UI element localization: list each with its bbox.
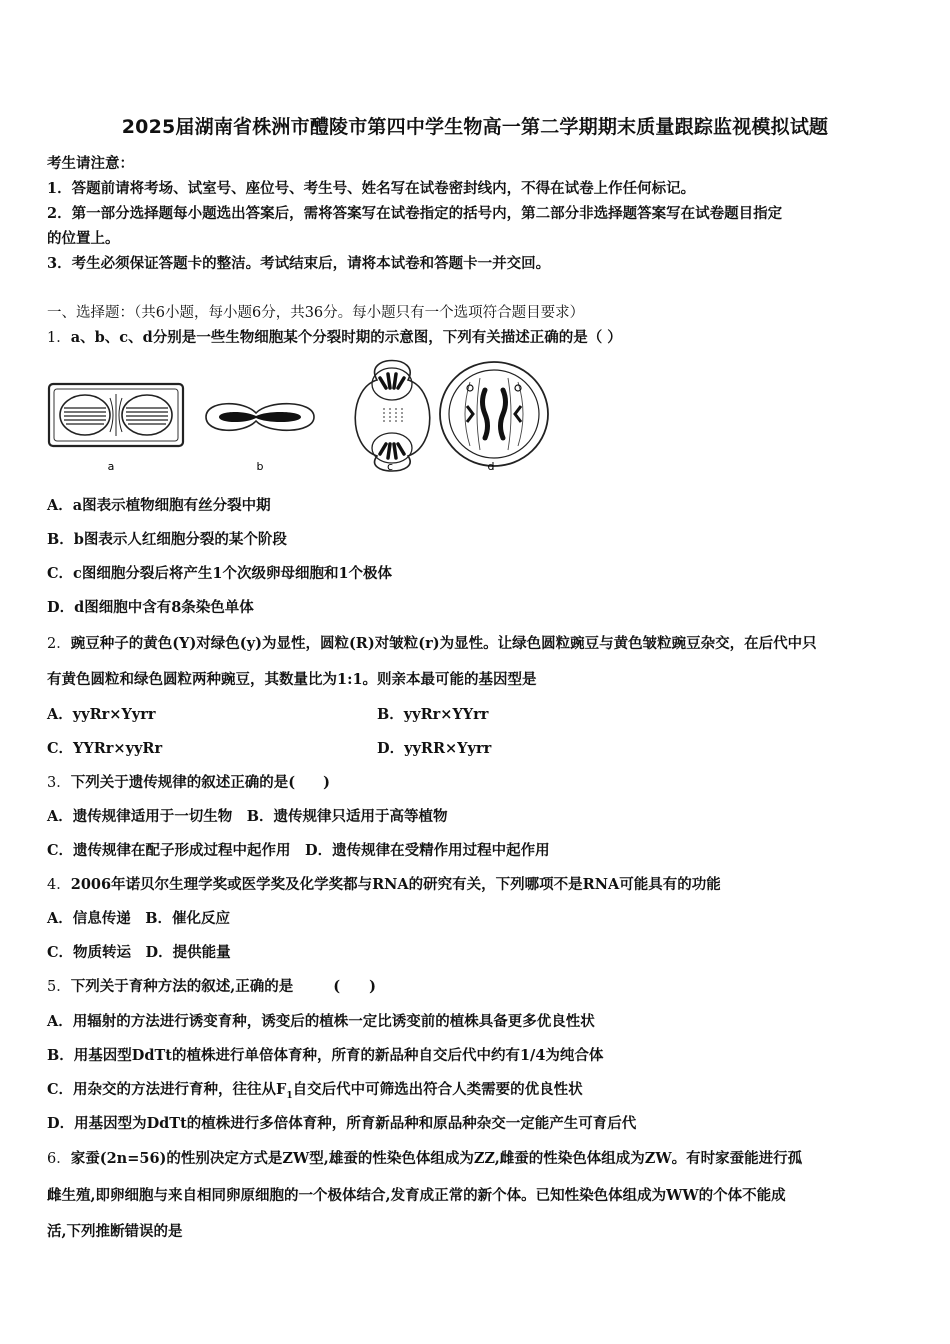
question-number: 5． [47,979,71,995]
figure-label-b: b [256,460,264,473]
question-6-stem-cont: 雌生殖,即卵细胞与来自相同卵原细胞的一个极体结合,发育成正常的新个体。已知性染色体组成为WW的个体不能成 [47,1187,786,1204]
q5-option-a: A．用辐射的方法进行诱变育种，诱变后的植株一定比诱变前的植株具备更多优良性状 [47,1013,595,1030]
question-3-stem [47,771,330,792]
q3-options-ab: A．遗传规律适用于一切生物 B．遗传规律只适用于高等植物 [47,808,448,825]
q2-option-a: A．yyRr×Yyrr [47,706,156,723]
q5-option-b: B．用基因型DdTt的植株进行单倍体育种，所育的新品种自交后代中约有1/4为纯合体 [47,1047,604,1064]
question-1-stem [47,326,622,347]
q3-options-cd: C．遗传规律在配子形成过程中起作用 D．遗传规律在受精作用过程中起作用 [47,842,550,859]
notice-item-2-cont: 的位置上。 [47,230,120,247]
section-heading: 一、选择题：（共6小题，每小题6分，共36分。每小题只有一个选项符合题目要求） [47,305,585,321]
q5-option-c-text: C．用杂交的方法进行育种，往往从F [47,1081,287,1098]
q2-option-b: B．yyRr×YYrr [377,706,489,723]
figure-a-plant-cell [49,384,183,446]
figure-label-c: c [386,460,394,473]
question-text: 2006年诺贝尔生理学奖或医学奖及化学奖都与RNA的研究有关，下列哪项不是RNA可能具有的功能 [70,876,721,893]
q5-option-c-text-cont: 自交后代中可筛选出符合人类需要的优良性状 [292,1081,583,1098]
figure-c-oocyte [355,361,430,472]
question-text: 豌豆种子的黄色(Y)对绿色(y)为显性，圆粒(R)对皱粒(r)为显性。让绿色圆粒豌豆与黄色皱粒豌豆杂交，在后代中只 [70,635,817,652]
question-text: 下列关于遗传规律的叙述正确的是( [70,774,296,791]
page-title: 2025届湖南省株洲市醴陵市第四中学生物高一第二学期期末质量跟踪监视模拟试题 [121,116,829,138]
q1-option-a: A．a图表示植物细胞有丝分裂中期 [47,497,271,514]
question-number: 2． [47,636,71,652]
q1-option-d: D．d图细胞中含有8条染色单体 [47,599,254,616]
figure-b-cell [206,404,314,431]
q5-option-c [47,1078,583,1101]
q2-option-d: D．yyRR×Yyrr [377,740,492,757]
question-number: 3． [47,775,71,791]
figure-label-d: d [487,460,495,473]
question-paren: ( ) [333,978,377,995]
q4-options-cd: C．物质转运 D．提供能量 [47,944,231,961]
question-text: 下列关于育种方法的叙述,正确的是 [70,978,294,995]
question-text: a、b、c、d分别是一些生物细胞某个分裂时期的示意图，下列有关描述正确的是（ ） [70,329,622,346]
q1-option-c: C．c图细胞分裂后将产生1个次级卵母细胞和1个极体 [47,565,393,582]
question-2-stem-cont: 有黄色圆粒和绿色圆粒两种豌豆，其数量比为1:1。则亲本最可能的基因型是 [47,671,537,688]
figure-label-a: a [107,460,115,473]
question-text: 家蚕(2n=56)的性别决定方式是ZW型,雄蚕的性染色体组成为ZZ,雌蚕的性染色体组成为ZW。有时家蚕能进行孤 [70,1150,803,1167]
q4-options-ab: A．信息传递 B．催化反应 [47,910,231,927]
figure-d-cell [440,362,548,466]
question-2-stem [47,632,817,653]
notice-heading: 考生请注意： [47,155,134,172]
cell-division-figure [44,358,564,476]
q1-option-b: B．b图表示人红细胞分裂的某个阶段 [47,531,287,548]
subscript: 1 [286,1090,293,1101]
question-number: 6． [47,1151,71,1167]
question-number: 1． [47,330,71,346]
notice-item-3: 3．考生必须保证答题卡的整洁。考试结束后，请将本试卷和答题卡一并交回。 [47,255,551,272]
q5-option-d: D．用基因型为DdTt的植株进行多倍体育种，所育新品种和原品种杂交一定能产生可育后代 [47,1115,637,1132]
question-paren-close: ) [323,774,330,791]
question-4-stem [47,873,721,894]
question-number: 4． [47,877,71,893]
notice-item-1: 1．答题前请将考场、试室号、座位号、考生号、姓名写在试卷密封线内，不得在试卷上作任何标记。 [47,180,696,197]
question-6-stem [47,1147,802,1168]
question-5-stem [47,975,376,996]
notice-item-2: 2．第一部分选择题每小题选出答案后，需将答案写在试卷指定的括号内，第二部分非选择题答案写在试卷题目指定 [47,205,783,222]
question-6-stem-cont-2: 活,下列推断错误的是 [47,1223,183,1240]
q2-option-c: C．YYRr×yyRr [47,740,163,757]
